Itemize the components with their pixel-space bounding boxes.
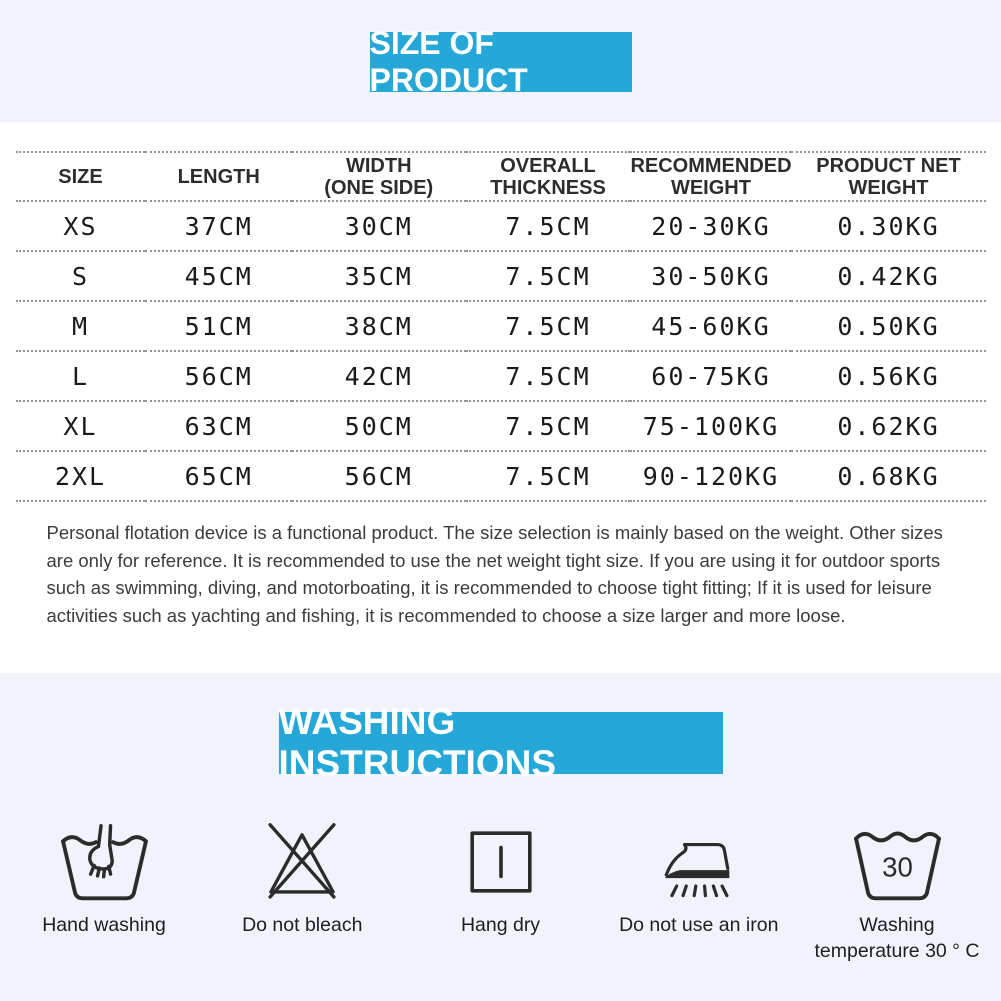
table-cell: 7.5CM <box>505 261 591 291</box>
table-cell: 37CM <box>184 211 253 241</box>
column-header-width: WIDTH (ONE SIDE) <box>324 154 434 199</box>
table-cell: 38CM <box>344 311 413 341</box>
do-not-bleach-icon <box>260 810 344 902</box>
washing-item-do-not-iron <box>601 810 797 964</box>
table-cell: L <box>71 361 90 391</box>
size-table-row-l <box>16 351 986 401</box>
washing-temperature-icon <box>850 810 945 902</box>
table-cell: 7.5CM <box>505 411 591 441</box>
table-cell: 51CM <box>184 311 253 341</box>
washing-item-washing-temperature <box>799 810 995 964</box>
washing-instructions-header <box>278 701 723 784</box>
table-cell: 45-60KG <box>651 311 771 341</box>
table-cell: 56CM <box>344 461 413 491</box>
size-note: Personal flotation device is a functional product. The size selection is mainly based on the weight. Other sizes are only for reference. It is recommended to use the net weight tight size. If you are using it for outdoor sports such as swimming, diving, and motorboating, it is recommended to choose tight fitting; If it is used for leisure activities such as yachting and fishing, it is recommended to choose a size larger and more loose. <box>46 522 943 626</box>
table-cell: 2XL <box>54 461 107 491</box>
table-cell: XL <box>63 411 98 441</box>
washing-instructions-title: WASHING INSTRUCTIONS <box>278 701 556 784</box>
washing-item-hand-washing <box>6 810 202 964</box>
size-of-product-header <box>369 25 632 98</box>
table-cell: 0.30KG <box>837 211 940 241</box>
hand-washing-icon <box>57 810 152 902</box>
table-cell: 63CM <box>184 411 253 441</box>
table-cell: 30-50KG <box>651 261 771 291</box>
size-of-product-title: SIZE OF PRODUCT <box>369 25 528 98</box>
column-header-recommended-weight: RECOMMENDED WEIGHT <box>630 154 792 199</box>
washing-icons-row <box>6 810 995 964</box>
size-table-row-m <box>16 301 986 351</box>
column-header-overall-thickness: OVERALL THICKNESS <box>490 154 606 199</box>
table-cell: 7.5CM <box>505 361 591 391</box>
do-not-iron-icon <box>659 810 739 902</box>
table-cell: 0.50KG <box>837 311 940 341</box>
column-header-product-net-weight: PRODUCT NET WEIGHT <box>816 154 961 199</box>
size-table-row-xs <box>16 201 986 251</box>
table-cell: 0.42KG <box>837 261 940 291</box>
table-cell: 90-120KG <box>642 461 780 491</box>
table-cell: 0.56KG <box>837 361 940 391</box>
table-cell: 20-30KG <box>651 211 771 241</box>
table-cell: 7.5CM <box>505 211 591 241</box>
table-cell: 7.5CM <box>505 311 591 341</box>
temperature-value: 30 <box>881 851 913 883</box>
column-header-size: SIZE <box>58 165 103 188</box>
size-table-row-s <box>16 251 986 301</box>
washing-item-label: Do not bleach <box>242 914 363 936</box>
table-cell: 30CM <box>344 211 413 241</box>
table-cell: 35CM <box>344 261 413 291</box>
washing-item-label: Do not use an iron <box>619 914 779 936</box>
washing-item-label: Washing temperature 30 ° C <box>814 914 980 962</box>
table-cell: 0.68KG <box>837 461 940 491</box>
table-cell: 42CM <box>344 361 413 391</box>
table-cell: S <box>71 261 90 291</box>
table-cell: M <box>71 311 90 341</box>
table-cell: 56CM <box>184 361 253 391</box>
table-cell: 0.62KG <box>837 411 940 441</box>
size-table-row-xl <box>16 401 986 451</box>
washing-item-label: Hand washing <box>42 914 166 936</box>
washing-item-label: Hang dry <box>460 914 541 936</box>
size-table <box>16 151 986 502</box>
washing-item-do-not-bleach <box>204 810 400 964</box>
table-cell: 75-100KG <box>642 411 780 441</box>
size-table-row-2xl <box>16 451 986 501</box>
washing-item-hang-dry <box>403 810 599 964</box>
size-content-panel <box>0 122 1001 673</box>
column-header-length: LENGTH <box>177 165 260 188</box>
table-cell: 65CM <box>184 461 253 491</box>
table-cell: 45CM <box>184 261 253 291</box>
hang-dry-icon <box>461 810 541 902</box>
size-table-header-row <box>16 152 986 201</box>
table-cell: 50CM <box>344 411 413 441</box>
table-cell: XS <box>63 211 98 241</box>
table-cell: 7.5CM <box>505 461 591 491</box>
table-cell: 60-75KG <box>651 361 771 391</box>
